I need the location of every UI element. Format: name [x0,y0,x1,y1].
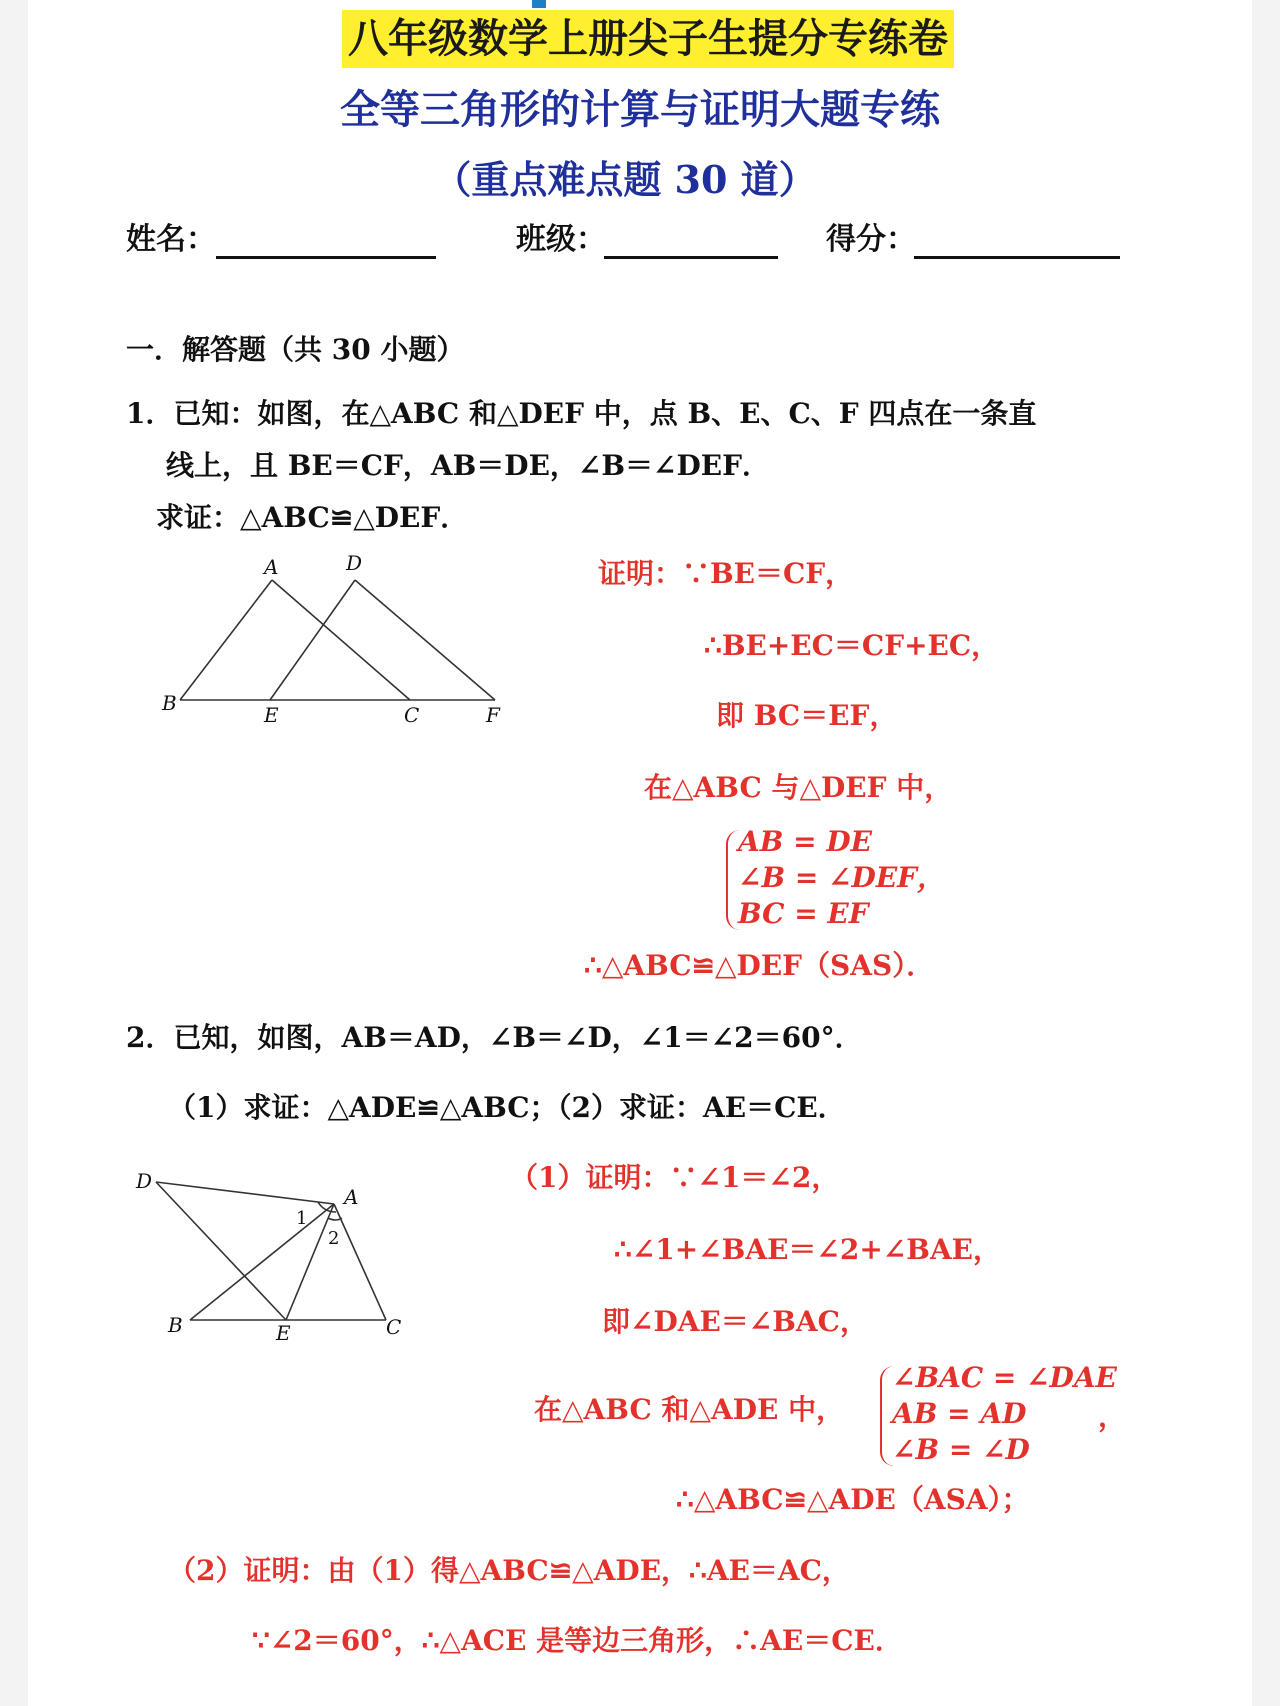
point-e-label: E [276,1321,291,1345]
point-a-label: A [344,1185,359,1209]
q2-proof1-conclusion: ∴△ABC≌△ADE（ASA）； [676,1483,1030,1516]
point-f-label: F [486,703,500,727]
segment-ed [270,580,355,700]
q1-text-line2: 线上，且 BE＝CF，AB＝DE，∠B＝∠DEF． [166,449,771,482]
angle-1-label: 1 [296,1208,308,1229]
worksheet-note: （重点难点题 30 道） [433,157,817,202]
segment-ac [334,1204,386,1320]
q1-proof-line2: ∴BE+EC＝CF+EC， [704,629,1000,662]
segment-df [355,580,495,700]
worksheet-subtitle: 全等三角形的计算与证明大题专练 [340,87,940,133]
name-label: 姓名： [126,222,216,257]
segment-ac [272,580,410,700]
q2-proof1-line1: （1）证明：∵∠1＝∠2， [510,1161,840,1194]
q2-figure [128,1160,418,1350]
q2-text-line2: （1）求证：△ADE≌△ABC；（2）求证：AE＝CE． [168,1091,846,1124]
point-d-label: D [346,551,363,575]
q2-text-line1: 2．已知，如图，AB＝AD，∠B＝∠D，∠1＝∠2＝60°． [126,1021,863,1054]
q1-system-line1: AB = DE [738,825,872,858]
q2-proof1-line2: ∴∠1+∠BAE＝∠2+∠BAE， [614,1233,1002,1266]
scan-edge-left [0,0,28,1706]
score-label: 得分： [826,222,916,257]
point-c-label: C [386,1315,402,1339]
point-a-label: A [264,555,279,579]
q1-proof-line3: 即 BC＝EF， [716,699,898,732]
q2-proof1-line3: 即∠DAE＝∠BAC， [602,1305,868,1338]
q1-figure [160,550,530,730]
point-c-label: C [404,703,420,727]
segment-ea [286,1204,334,1320]
class-blank [604,256,778,259]
section-heading: 一．解答题（共 30 小题） [126,333,465,366]
q2-system-line2: AB = AD [892,1397,1027,1430]
name-blank [216,256,436,259]
segment-ba [190,1204,334,1320]
top-accent-mark [532,0,546,8]
class-label: 班级： [516,222,606,257]
angle-2-label: 2 [328,1228,340,1249]
q1-system-line2: ∠B = ∠DEF， [738,861,946,894]
q2-system-comma: ， [1098,1400,1127,1433]
score-blank [914,256,1120,259]
q1-proof-line1: 证明：∵BE＝CF， [598,557,854,590]
q2-system-line1: ∠BAC = ∠DAE [892,1361,1117,1394]
point-b-label: B [168,1313,183,1337]
q1-system-line3: BC = EF [738,897,869,930]
q2-proof1-line4: 在△ABC 和△ADE 中， [534,1393,845,1426]
q1-proof-conclusion: ∴△ABC≌△DEF（SAS）． [584,949,935,982]
q2-system-line3: ∠B = ∠D [892,1433,1030,1466]
q1-text-line3: 求证：△ABC≌△DEF． [156,501,469,534]
angle-2-arc [328,1218,342,1220]
worksheet-title: 八年级数学上册尖子生提分专练卷 [342,10,954,68]
q1-text-line1: 1．已知：如图，在△ABC 和△DEF 中，点 B、E、C、F 四点在一条直 [126,397,1037,430]
point-b-label: B [162,691,177,715]
segment-ab [180,580,272,700]
q2-proof2-line2: ∵∠2＝60°，∴△ACE 是等边三角形，∴AE＝CE． [252,1624,903,1657]
point-e-label: E [264,703,279,727]
q2-proof2-line1: （2）证明：由（1）得△ABC≌△ADE，∴AE＝AC， [168,1554,850,1587]
q1-proof-line4: 在△ABC 与△DEF 中， [644,771,953,804]
scan-edge-right [1252,0,1280,1706]
segment-da [156,1182,334,1204]
point-d-label: D [136,1169,153,1193]
segment-de [156,1182,286,1320]
